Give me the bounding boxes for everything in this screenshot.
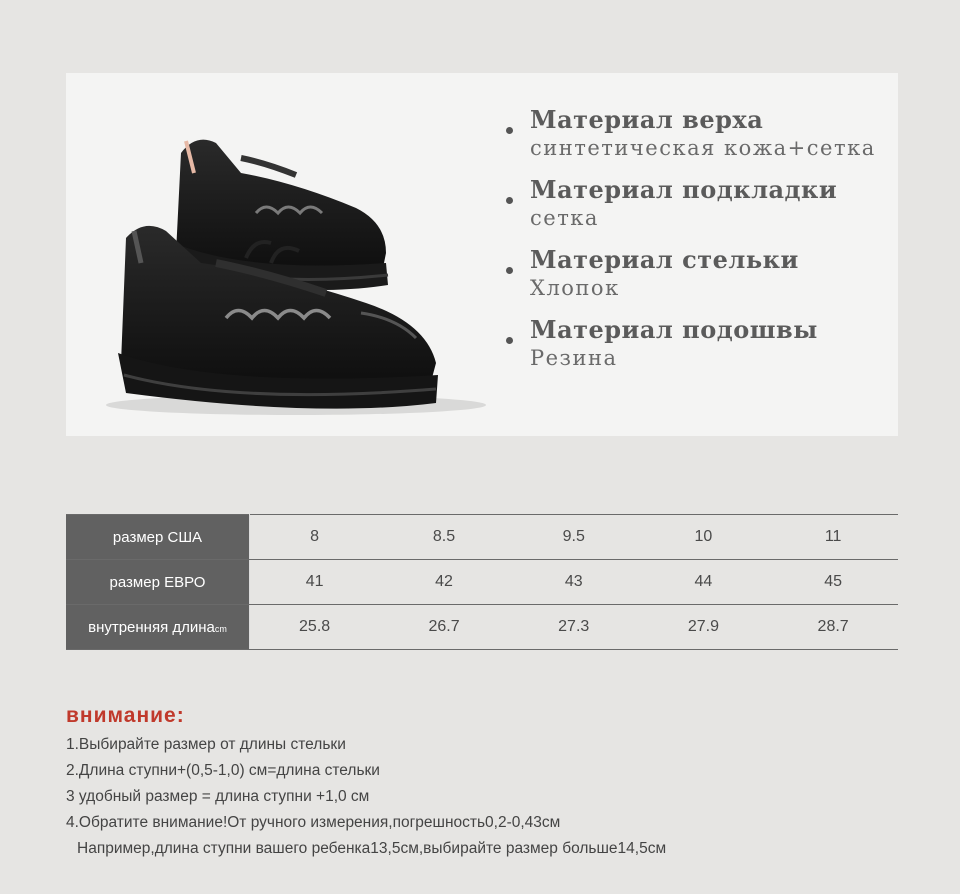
material-value: Хлопок <box>530 276 620 300</box>
table-cell: 28.7 <box>768 605 898 650</box>
materials-list <box>506 105 896 385</box>
material-title: Материал подкладки <box>530 175 838 204</box>
notice-line: 4.Обратите внимание!От ручного измерения,погрешность0,2-0,43см <box>66 814 561 831</box>
notice-line: 3 удобный размер = длина ступни +1,0 см <box>66 788 370 805</box>
bullet-dot-icon <box>506 127 513 134</box>
front-shoe-graphic <box>118 226 438 409</box>
material-value: Резина <box>530 346 618 370</box>
material-upper <box>506 105 896 161</box>
notice-line: 2.Длина ступни+(0,5-1,0) см=длина стельки <box>66 762 380 779</box>
table-cell: 25.8 <box>250 605 380 650</box>
material-value: сетка <box>530 206 599 230</box>
table-cell: 42 <box>379 560 509 605</box>
product-info-panel <box>66 73 898 436</box>
notice-line: Например,длина ступни вашего ребенка13,5см,выбирайте размер больше14,5см <box>77 840 667 857</box>
table-row <box>66 515 898 560</box>
table-cell: 8 <box>250 515 380 560</box>
table-row <box>66 560 898 605</box>
table-cell: 11 <box>768 515 898 560</box>
material-lining <box>506 175 896 231</box>
table-cell: 43 <box>509 560 639 605</box>
bullet-dot-icon <box>506 197 513 204</box>
row-header-unit: cm <box>214 623 227 634</box>
sneakers-image <box>66 113 496 433</box>
material-sole <box>506 315 896 371</box>
row-header <box>66 605 250 650</box>
material-title: Материал подошвы <box>530 315 818 344</box>
table-cell: 45 <box>768 560 898 605</box>
table-cell: 9.5 <box>509 515 639 560</box>
table-cell: 10 <box>639 515 769 560</box>
table-cell: 41 <box>250 560 380 605</box>
table-cell: 27.9 <box>639 605 769 650</box>
material-value: синтетическая кожа+сетка <box>530 136 876 160</box>
table-row <box>66 605 898 650</box>
table-cell: 26.7 <box>379 605 509 650</box>
row-header: размер США <box>66 515 250 560</box>
row-header-label: внутренняя длина <box>88 618 215 636</box>
table-cell: 8.5 <box>379 515 509 560</box>
table-cell: 27.3 <box>509 605 639 650</box>
notice-line: 1.Выбирайте размер от длины стельки <box>66 736 346 753</box>
size-chart-table <box>66 514 898 650</box>
attention-notice <box>66 704 666 862</box>
material-insole <box>506 245 896 301</box>
bullet-dot-icon <box>506 337 513 344</box>
material-title: Материал верха <box>530 105 764 134</box>
bullet-dot-icon <box>506 267 513 274</box>
row-header: размер ЕВРО <box>66 560 250 605</box>
material-title: Материал стельки <box>530 245 799 274</box>
notice-title: внимание: <box>66 704 185 727</box>
table-cell: 44 <box>639 560 769 605</box>
